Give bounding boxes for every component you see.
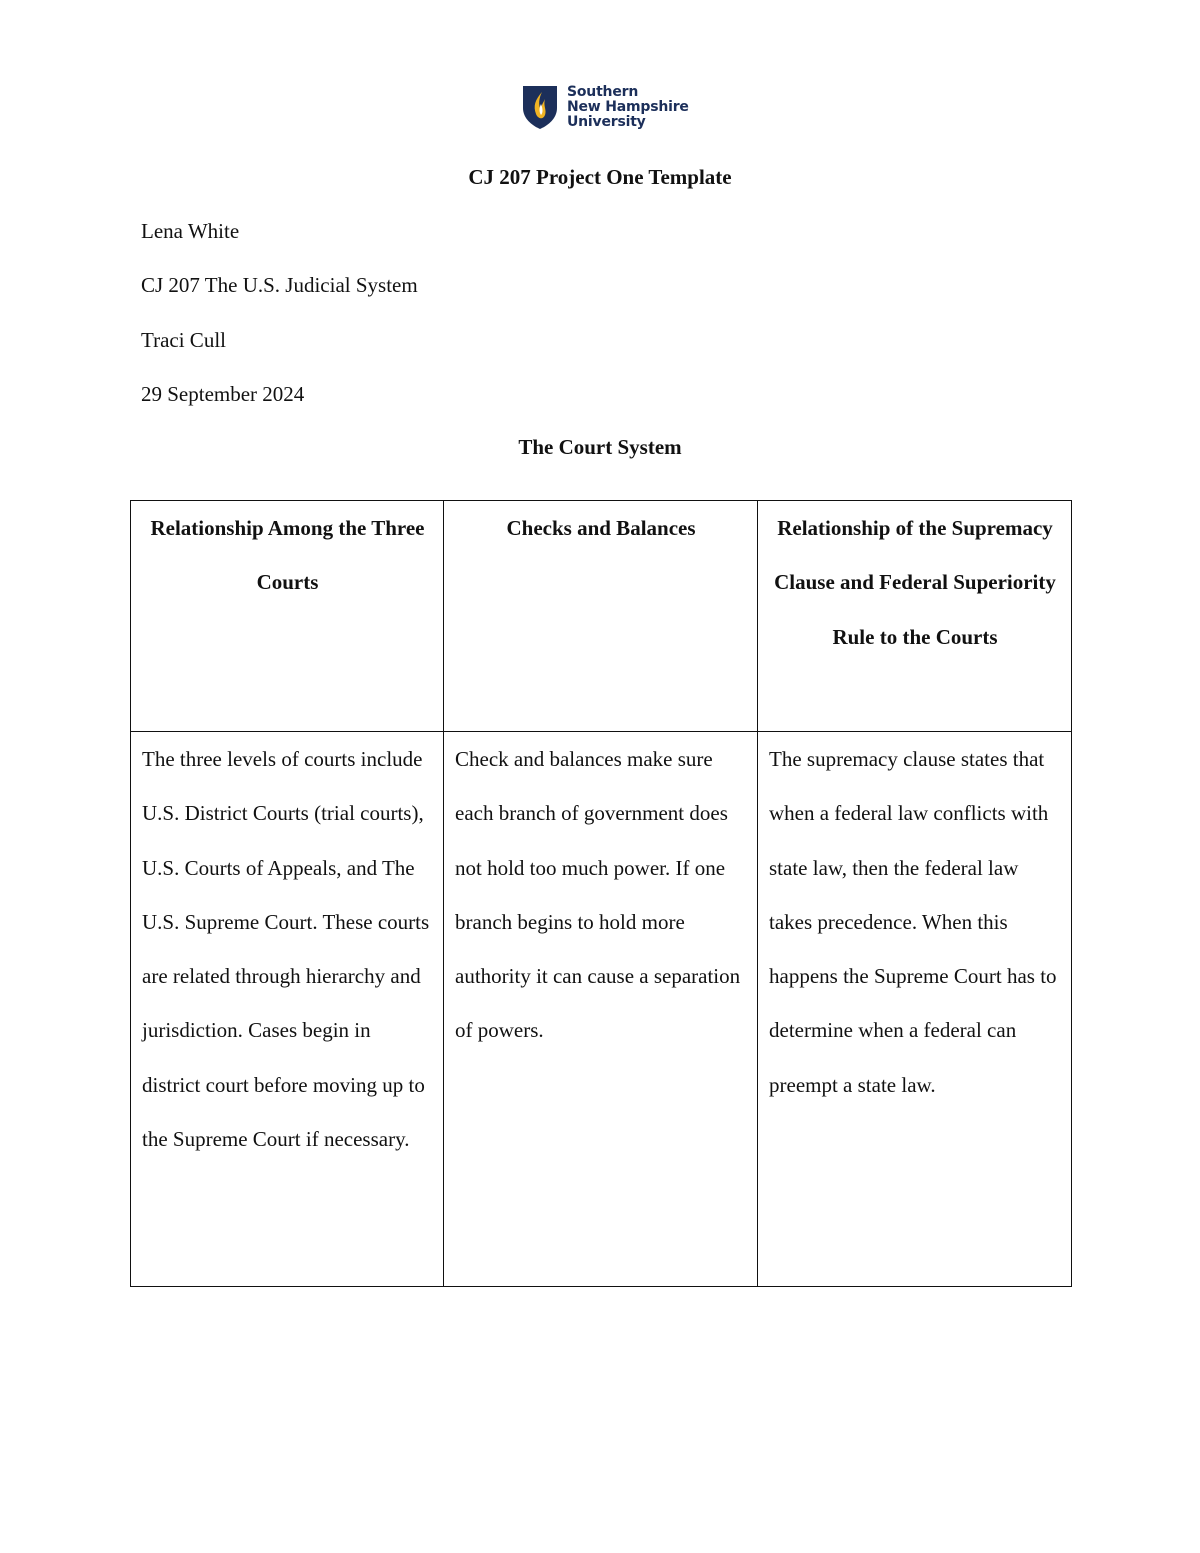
header-relationship-among-courts: Relationship Among the Three Courts: [131, 501, 444, 732]
instructor-name: Traci Cull: [141, 328, 226, 352]
author-name: Lena White: [141, 219, 240, 243]
logo-wordmark: [567, 85, 689, 130]
court-system-table: [130, 500, 1072, 1287]
shield-flame-icon: [521, 84, 559, 130]
document-date: 29 September 2024: [141, 382, 305, 406]
document-title: CJ 207 Project One Template: [468, 165, 732, 189]
logo-line-1: Southern: [567, 83, 639, 100]
logo-line-3: University: [567, 113, 646, 130]
table-row: [131, 732, 1072, 1287]
course-name: CJ 207 The U.S. Judicial System: [141, 273, 418, 297]
logo-line-2: New Hampshire: [567, 98, 689, 115]
cell-supremacy-clause: The supremacy clause states that when a federal law conflicts with state law, then the federal law takes precedence. When this happens the Supreme Court has to determine when a federal can preempt a state law.: [758, 732, 1072, 1287]
header-checks-and-balances: Checks and Balances: [444, 501, 758, 732]
section-title: The Court System: [518, 435, 682, 459]
cell-checks-and-balances: Check and balances make sure each branch of government does not hold too much power. If one branch begins to hold more authority it can cause a separation of powers.: [444, 732, 758, 1287]
table-header-row: [131, 501, 1072, 732]
university-logo: [521, 84, 689, 130]
cell-relationship-among-courts: The three levels of courts include U.S. District Courts (trial courts), U.S. Courts of Appeals, and The U.S. Supreme Court. These courts are related through hierarchy and jurisdiction. Cases begin in district court before moving up to the Supreme Court if necessary.: [131, 732, 444, 1287]
header-supremacy-clause: Relationship of the Supremacy Clause and Federal Superiority Rule to the Courts: [758, 501, 1072, 732]
